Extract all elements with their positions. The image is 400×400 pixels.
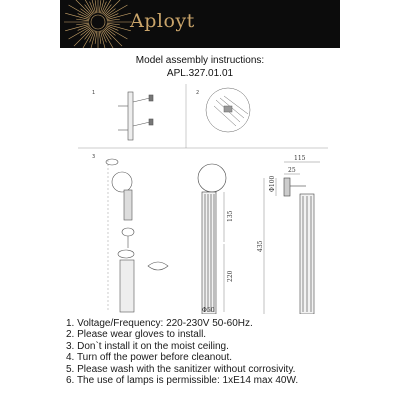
brand-name: Aployt <box>130 10 195 32</box>
model-number: APL.327.01.01 <box>166 68 234 79</box>
step-1-label: 1 <box>92 90 96 96</box>
assembly-drawing <box>78 82 328 314</box>
dim-plate-diameter: Φ100 <box>269 175 276 192</box>
note-moist-ceiling: 3. Don`t install it on the moist ceiling. <box>66 340 229 352</box>
sunburst-ray <box>107 24 131 30</box>
instruction-notes <box>66 318 386 386</box>
document-title <box>0 54 400 80</box>
dim-shade-length: 220 <box>227 270 234 282</box>
sunburst-ray <box>65 24 89 30</box>
sunburst-ray <box>89 31 95 48</box>
dim-total-height: 435 <box>257 240 264 252</box>
note-voltage: 1. Voltage/Frequency: 220-230V 50-60Hz. <box>66 318 253 329</box>
dim-upper-length: 135 <box>227 210 234 222</box>
sunburst-ray <box>100 31 106 48</box>
dim-bracket: 25 <box>288 167 296 174</box>
dim-width-top: 115 <box>294 155 306 162</box>
note-sanitizer: 5. Please wash with the sanitizer without corrosivity. <box>66 363 296 375</box>
note-gloves: 2. Please wear gloves to install. <box>66 329 207 341</box>
step-3-exploded-assembly <box>106 159 168 312</box>
step-1-mounting-plate <box>118 92 153 140</box>
sunburst-logo-icon <box>60 0 340 48</box>
step-2-wiring <box>206 88 250 132</box>
note-lamp-spec: 6. The use of lamps is permissible: 1xE14 max 40W. <box>66 375 299 387</box>
side-view-lamp <box>284 178 314 314</box>
dim-shade-diameter: Φ50 <box>202 307 215 314</box>
sunburst-ray <box>107 13 131 19</box>
note-power-off: 4. Turn off the power before cleanout. <box>66 352 233 364</box>
title-line-1: Model assembly instructions: <box>135 55 265 66</box>
sunburst-ray <box>65 13 89 19</box>
step-2-label: 2 <box>196 90 200 96</box>
front-view-lamp <box>198 164 226 314</box>
brand-header <box>60 0 340 48</box>
step-3-label: 3 <box>92 154 96 160</box>
